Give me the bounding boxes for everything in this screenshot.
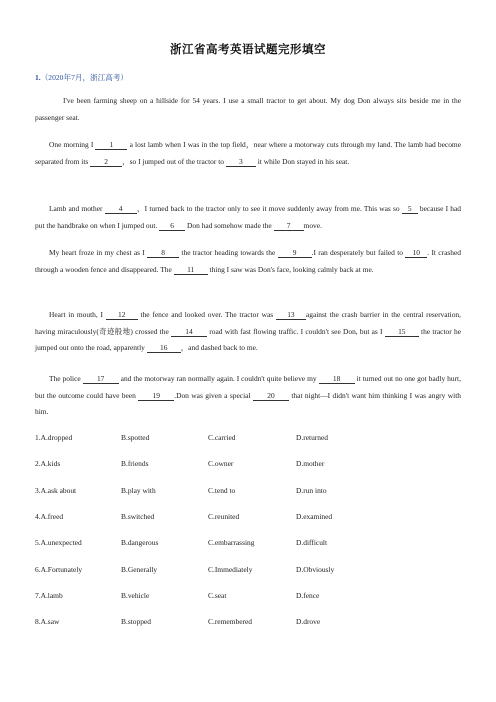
blank-3[interactable]: 3	[226, 157, 256, 167]
passage-text: because I had put the handbrake on when I jumped out.	[35, 204, 461, 230]
passage-text: The police	[49, 374, 83, 383]
passage-text: it turned out no one got badly hurt, but the outcome could have been	[35, 374, 461, 400]
blank-16[interactable]: 16	[147, 343, 181, 353]
blank-15[interactable]: 15	[385, 327, 419, 337]
passage-paragraph	[35, 307, 461, 357]
passage-text: road with fast flowing traffic. I couldn't see Don, but as I	[207, 326, 385, 336]
option-row	[35, 565, 475, 591]
option-d[interactable]: D.difficult	[296, 538, 328, 548]
blank-13[interactable]: 13	[276, 310, 306, 320]
blank-11[interactable]: 11	[174, 265, 208, 275]
option-c[interactable]: C.Immediately	[208, 564, 253, 574]
option-d[interactable]: D.examined	[296, 512, 333, 522]
passage-text: it while Don stayed in his seat.	[255, 156, 350, 166]
option-d[interactable]: D.drove	[296, 617, 321, 627]
passage-text: .I ran desperately but failed to	[311, 248, 406, 257]
blank-14[interactable]: 14	[171, 327, 207, 337]
passage-text: the tractor heading towards the	[179, 248, 278, 257]
question-header	[35, 72, 128, 83]
option-d[interactable]: D.Obviously	[296, 564, 335, 574]
blank-10[interactable]: 10	[405, 248, 427, 258]
option-a[interactable]: 8.A.saw	[35, 617, 60, 627]
option-c[interactable]: C.embarrassing	[208, 538, 255, 548]
passage-text: One morning I	[49, 140, 96, 149]
option-row	[35, 617, 475, 643]
option-b[interactable]: B.switched	[121, 512, 155, 522]
option-b[interactable]: B.vehicle	[121, 591, 150, 601]
option-c[interactable]: C.remembered	[208, 617, 252, 627]
option-a[interactable]: 2.A.kids	[35, 459, 61, 469]
passage-text: thing I saw was Don's face, looking calmly back at me.	[207, 264, 374, 274]
blank-20[interactable]: 20	[253, 391, 289, 401]
blank-5[interactable]: 5	[402, 204, 418, 214]
passage-text: that night—I didn't want him thinking I was angry with him.	[35, 390, 461, 417]
question-number: 1.	[35, 73, 41, 82]
option-c[interactable]: C.owner	[208, 459, 234, 469]
option-c[interactable]: C.carried	[208, 433, 236, 442]
question-source: （2020年7月，浙江高考）	[40, 73, 129, 82]
blank-19[interactable]: 19	[138, 391, 174, 401]
option-b[interactable]: B.dangerous	[121, 538, 159, 548]
options-list	[35, 433, 475, 644]
option-c[interactable]: C.seat	[208, 591, 227, 601]
blank-18[interactable]: 18	[319, 374, 355, 384]
passage-paragraph	[35, 371, 461, 421]
blank-17[interactable]: 17	[83, 374, 119, 384]
passage-text: . It crashed through a wooden fence and disappeared. The	[35, 248, 462, 274]
option-row	[35, 591, 475, 617]
passage-text: I've been farming sheep on a hillside for 54 years. I use a small tractor to get about. My dog Don always sits beside me in the passenger seat.	[35, 96, 461, 122]
option-d[interactable]: D.fence	[296, 591, 320, 601]
blank-6[interactable]: 6	[159, 221, 185, 231]
passage-text: .Don was given a special	[174, 390, 253, 400]
passage-text: My heart froze in my chest as I	[49, 248, 148, 257]
passage-text: Lamb and mother	[49, 204, 105, 213]
option-row	[35, 486, 475, 512]
passage-text: ，so I jumped out of the tractor to	[122, 156, 226, 166]
option-a[interactable]: 7.A.lamb	[35, 591, 63, 601]
option-row	[35, 433, 475, 459]
passage-paragraph	[35, 93, 461, 126]
option-b[interactable]: B.play with	[121, 485, 156, 495]
blank-7[interactable]: 7	[274, 221, 304, 231]
option-b[interactable]: B.stopped	[121, 617, 151, 627]
option-b[interactable]: B.friends	[121, 459, 149, 469]
passage-text: the tractor he jumped out onto the road, apparently	[35, 326, 462, 353]
option-c[interactable]: C.reunited	[208, 512, 240, 522]
option-a[interactable]: 6.A.Fortunately	[35, 564, 83, 574]
option-c[interactable]: C.tend to	[208, 485, 236, 495]
passage-text: ，and dashed back to me.	[180, 343, 258, 353]
passage-text: and the motorway ran normally again. I couldn't quite believe my	[118, 374, 319, 383]
passage-text: a lost lamb when I was in the top field，near where a motorway cuts through my land. The lamb had become separated from its	[35, 140, 461, 166]
passage-text: against the crash barrier in the central reservation, having miraculously(奇迹般地) crossed the	[35, 310, 461, 336]
passage-paragraph	[35, 137, 461, 170]
option-row	[35, 512, 475, 538]
option-b[interactable]: B.Generally	[121, 564, 158, 574]
option-a[interactable]: 3.A.ask about	[35, 485, 77, 495]
option-row	[35, 459, 475, 485]
passage-text: Heart in mouth, I	[49, 310, 106, 319]
blank-1[interactable]: 1	[95, 140, 127, 150]
option-a[interactable]: 4.A.freed	[35, 512, 64, 522]
option-a[interactable]: 5.A.unexpected	[35, 538, 82, 548]
blank-2[interactable]: 2	[90, 157, 122, 167]
passage-text: move.	[303, 220, 322, 230]
blank-8[interactable]: 8	[147, 248, 179, 258]
document-title: 浙江省高考英语试题完形填空	[170, 42, 326, 56]
option-b[interactable]: B.spotted	[121, 433, 150, 442]
passage-text: ，I turned back to the tractor only to see it move suddenly away from me. This was so	[136, 204, 402, 213]
passage-text: the fence and looked over. The tractor was	[137, 310, 276, 319]
passage-paragraph	[35, 201, 461, 234]
passage-paragraph	[35, 245, 461, 278]
option-d[interactable]: D.returned	[296, 433, 329, 442]
blank-12[interactable]: 12	[106, 310, 138, 320]
passage-text: Don had somehow made the	[185, 220, 274, 230]
option-row	[35, 538, 475, 564]
option-d[interactable]: D.mother	[296, 459, 325, 469]
blank-4[interactable]: 4	[105, 204, 137, 214]
option-a[interactable]: 1.A.dropped	[35, 433, 73, 442]
blank-9[interactable]: 9	[278, 248, 312, 258]
option-d[interactable]: D.run into	[296, 485, 327, 495]
